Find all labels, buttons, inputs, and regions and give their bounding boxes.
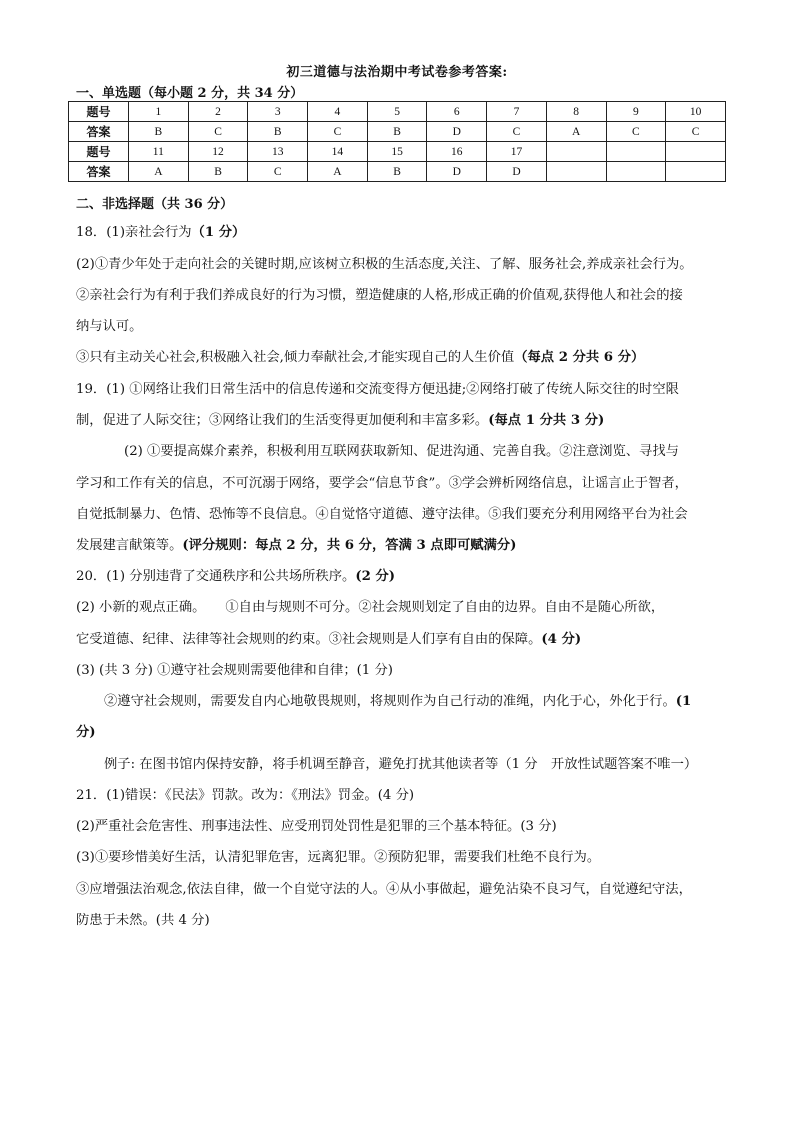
table-row [69, 102, 726, 122]
q18-line3: ②亲社会行为有利于我们养成良好的行为习惯，塑造健康的人格,形成正确的价值观,获得他人和社会的接 [76, 288, 683, 303]
table-cell: C [606, 122, 666, 142]
table-cell: 12 [188, 142, 248, 162]
q19-line2 [76, 412, 604, 430]
q18-line1 [76, 224, 245, 242]
table-cell: 9 [606, 102, 666, 122]
q20-line5 [104, 693, 691, 711]
table-cell: C [188, 122, 248, 142]
table-cell: 10 [666, 102, 726, 122]
table-cell [606, 142, 666, 162]
table-cell: 5 [367, 102, 427, 122]
q18-score: （1 分） [191, 225, 246, 240]
answer-table [68, 101, 726, 182]
page-title: 初三道德与法治期中考试卷参考答案: [286, 65, 508, 80]
q19-line6 [76, 537, 516, 555]
q20-score: (4 分) [541, 632, 582, 647]
table-cell [666, 162, 726, 182]
table-cell: 2 [188, 102, 248, 122]
q20-text: 它受道德、纪律、法律等社会规则的约束。③社会规则是人们享有自由的保障。 [76, 632, 542, 647]
q20-line3 [76, 631, 581, 649]
q19-score: (评分规则：每点 2 分，共 6 分，答满 3 点即可赋满分) [182, 538, 517, 553]
table-cell: 6 [427, 102, 487, 122]
table-cell: B [367, 162, 427, 182]
q20-line6: 分) [76, 725, 96, 740]
table-cell: D [487, 162, 547, 182]
row-label: 答案 [69, 162, 129, 182]
q21-line3: (3)①要珍惜美好生活，认清犯罪危害，远离犯罪。②预防犯罪，需要我们杜绝不良行为。 [76, 850, 601, 865]
q20-score: (2 分) [355, 569, 396, 584]
table-cell: 17 [487, 142, 547, 162]
section1-heading: 一、单选题（每小题 2 分，共 34 分） [76, 86, 304, 101]
table-cell: 14 [308, 142, 368, 162]
table-cell [546, 142, 606, 162]
q18-text: 18．(1)亲社会行为 [76, 225, 192, 240]
table-cell: 11 [129, 142, 189, 162]
q18-line5 [76, 349, 644, 367]
q19-line5: 自觉抵制暴力、色情、恐怖等不良信息。④自觉恪守道德、遵守法律。⑤我们要充分利用网络平台为社会 [76, 507, 688, 522]
q20-text: 20．(1) 分别违背了交通秩序和公共场所秩序。 [76, 569, 356, 584]
table-cell: B [188, 162, 248, 182]
q19-line1: 19．(1) ①网络让我们日常生活中的信息传递和交流变得方便迅捷;②网络打破了传统人际交往的时空限 [76, 382, 679, 397]
table-cell: 7 [487, 102, 547, 122]
q18-line2: (2)①青少年处于走向社会的关键时期,应该树立积极的生活态度,关注、了解、服务社会,养成亲社会行为。 [76, 257, 693, 272]
q20-score: (1 [675, 694, 692, 709]
table-cell: B [367, 122, 427, 142]
q21-line5: 防患于未然。(共 4 分) [76, 913, 210, 928]
table-cell: 13 [248, 142, 308, 162]
q20-line4: (3) (共 3 分) ①遵守社会规则需要他律和自律；(1 分) [76, 663, 393, 678]
q19-score: (每点 1 分共 3 分) [488, 413, 605, 428]
table-cell: D [427, 162, 487, 182]
table-cell: D [427, 122, 487, 142]
q19-line4: 学习和工作有关的信息，不可沉溺于网络，要学会“信息节食”。③学会辨析网络信息，让谣言止于智者， [76, 476, 688, 491]
q19-text: 发展建言献策等。 [76, 538, 183, 553]
table-cell: 15 [367, 142, 427, 162]
table-row [69, 142, 726, 162]
section2-heading: 二、非选择题（共 36 分） [76, 197, 234, 212]
q20-text: ②遵守社会规则，需要发自内心地敬畏规则，将规则作为自己行动的准绳，内化于心，外化于行。 [104, 694, 676, 709]
table-cell [546, 162, 606, 182]
table-cell: C [308, 122, 368, 142]
table-cell: A [308, 162, 368, 182]
table-row [69, 122, 726, 142]
q20-line1 [76, 568, 395, 586]
table-cell: 1 [129, 102, 189, 122]
q21-line2: (2)严重社会危害性、刑事违法性、应受刑罚处罚性是犯罪的三个基本特征。(3 分) [76, 819, 557, 834]
row-label: 题号 [69, 102, 129, 122]
q18-text: ③只有主动关心社会,积极融入社会,倾力奉献社会,才能实现自己的人生价值 [76, 350, 515, 365]
table-cell: B [248, 122, 308, 142]
table-cell: B [129, 122, 189, 142]
q18-line4: 纳与认可。 [76, 319, 143, 334]
q19-text: 制，促进了人际交往；③网络让我们的生活变得更加便利和丰富多彩。 [76, 413, 489, 428]
table-cell [666, 142, 726, 162]
row-label: 题号 [69, 142, 129, 162]
q21-line1: 21．(1)错误：《民法》罚款。改为：《刑法》罚金。(4 分) [76, 788, 415, 803]
table-cell: 3 [248, 102, 308, 122]
table-row [69, 162, 726, 182]
row-label: 答案 [69, 122, 129, 142]
q20-line2: (2) 小新的观点正确。 ①自由与规则不可分。②社会规则划定了自由的边界。自由不是随心所欲， [76, 600, 665, 615]
table-cell: C [248, 162, 308, 182]
table-cell: C [666, 122, 726, 142]
table-cell: A [546, 122, 606, 142]
q21-line4: ③应增强法治观念,依法自律，做一个自觉守法的人。④从小事做起，避免沾染不良习气，自觉遵纪守法， [76, 882, 692, 897]
table-cell: 8 [546, 102, 606, 122]
table-cell: C [487, 122, 547, 142]
q20-line7: 例子: 在图书馆内保持安静，将手机调至静音，避免打扰其他读者等（1 分 开放性试题答案不唯一） [104, 757, 698, 772]
table-cell: 4 [308, 102, 368, 122]
table-cell [606, 162, 666, 182]
table-cell: 16 [427, 142, 487, 162]
table-cell: A [129, 162, 189, 182]
q19-line3: (2) ①要提高媒介素养，积极利用互联网获取新知、促进沟通、完善自我。②注意浏览、寻找与 [124, 444, 679, 459]
q18-score: （每点 2 分共 6 分） [514, 350, 645, 365]
